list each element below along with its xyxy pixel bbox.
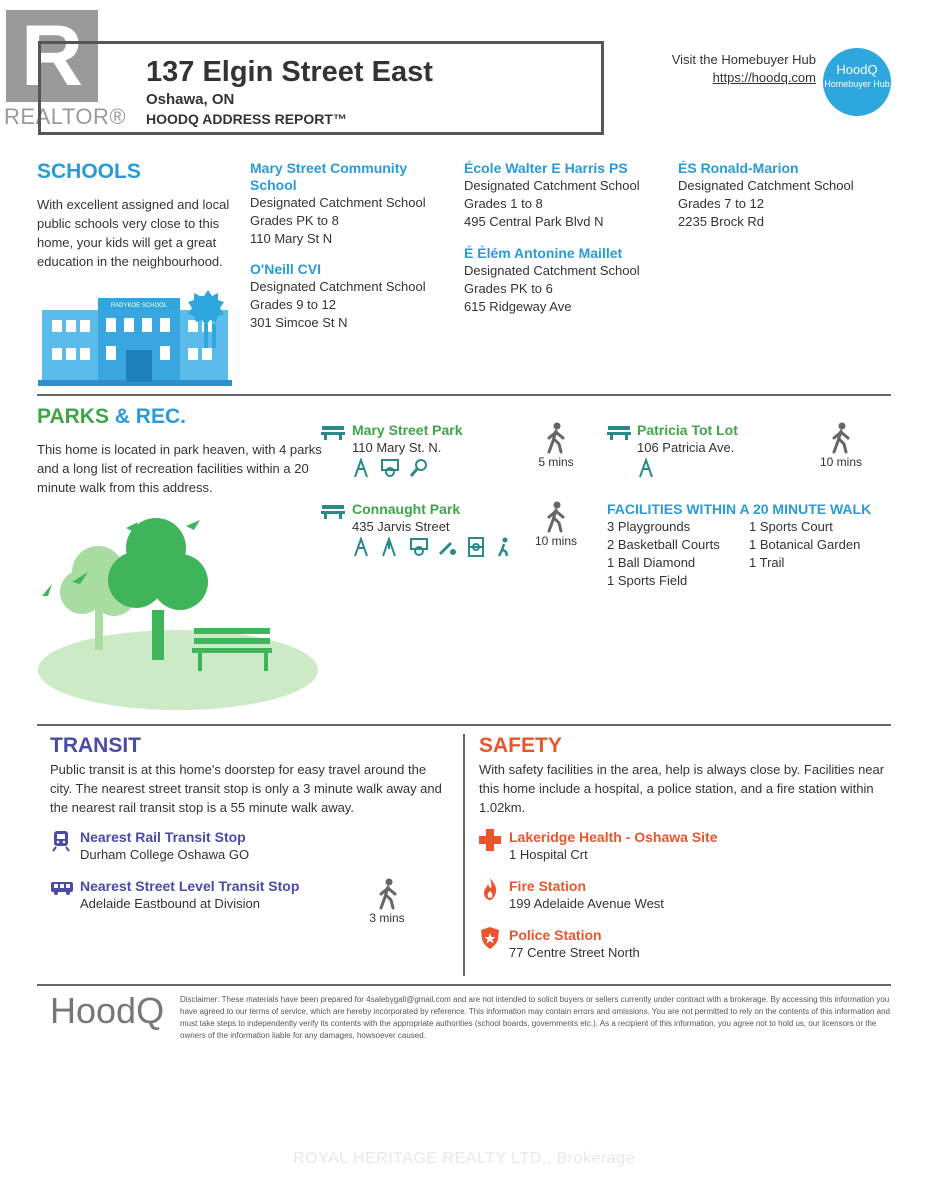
safety-item [509,829,889,864]
safety-name[interactable]: Fire Station [509,878,587,894]
school-name[interactable]: O'Neill CVI [250,261,322,277]
section-divider [37,724,891,726]
park-name[interactable]: Patricia Tot Lot [637,422,738,438]
park-facility-icons [352,458,433,483]
rail-transit-value: Durham College Oshawa GO [80,847,250,862]
safety-address: 77 Centre Street North [509,945,640,960]
city-label: Oshawa, ON [146,91,235,108]
walking-person-icon [377,878,399,910]
school-type: Designated Catchment School [250,279,426,294]
park-address: 435 Jarvis Street [352,519,450,534]
brokerage-watermark: ROYAL HERITAGE REALTY LTD., Brokerage [293,1150,635,1167]
sports-field-icon [466,537,486,557]
school-type: Designated Catchment School [464,178,640,193]
facility-item: 1 Botanical Garden [749,537,861,552]
school-grades: Grades PK to 8 [250,213,339,228]
park-facility-icons [637,458,661,483]
hub-visit-text: Visit the Homebuyer Hub [671,52,816,67]
facility-item: 1 Sports Field [607,573,688,588]
transit-title: TRANSIT [50,734,141,757]
facility-item: 1 Ball Diamond [607,555,696,570]
school-address: 301 Simcoe St N [250,315,348,330]
hub-badge-title: HoodQ [836,62,878,77]
facilities-list-left [607,518,747,590]
park-bench-icon [607,424,631,440]
column-divider [463,734,465,976]
flame-icon [482,877,498,901]
school-address: 110 Mary St N [250,231,333,246]
school-grades: Grades 7 to 12 [678,196,764,211]
basketball-court-icon [380,458,400,478]
school-illustration-sign: RADYKOE SCHOOL [110,303,168,309]
facilities-title: FACILITIES WITHIN A 20 MINUTE WALK [607,501,872,517]
facility-item: 1 Trail [749,555,785,570]
facility-item: 1 Sports Court [749,519,833,534]
facilities-list-right [749,518,889,572]
park-bench-icon [321,424,345,440]
park-item [352,501,532,536]
parks-title-main: PARKS [37,405,109,428]
school-item [464,160,664,231]
safety-address: 199 Adelaide Avenue West [509,896,664,911]
hub-link[interactable]: https://hoodq.com [712,70,816,85]
park-name[interactable]: Mary Street Park [352,422,463,438]
school-item [250,160,450,248]
trail-icon [494,537,514,557]
rail-transit-stop [80,829,440,864]
school-address: 2235 Brock Rd [678,214,764,229]
facility-item: 3 Playgrounds [607,519,691,534]
disclaimer-text: Disclaimer: These materials have been prepared for 4salebygall@gmail.com and are not intended to solicit buyers or sellers currently under contract with a brokerage. By accessing this information you have agreed to our terms of service, which are hereby incorporated by reference. This information may contain errors and omissions. You are not permitted to rely on the contents of this information and must take steps to independently verify its contents with the appropriate authorities (school boards, governments etc.). As a recipient of this information, you agree not to hold us, our licensors or the owners of the information liable for any damages, howsoever caused. [180,995,891,1040]
realtor-logo-mark: R [20,8,84,104]
playground-swing-icon [380,537,400,557]
sports-court-icon [409,458,429,478]
park-item [352,422,532,457]
basketball-court-icon [409,537,429,557]
walking-person-icon [545,501,567,533]
parks-title [37,405,186,429]
safety-address: 1 Hospital Crt [509,847,588,862]
walking-person-icon [545,422,567,454]
park-trees-icon [38,510,328,710]
safety-item [509,927,889,962]
playground-icon [352,458,372,478]
school-item [464,245,664,316]
school-item [250,261,450,332]
school-grades: Grades PK to 6 [464,281,553,296]
park-name[interactable]: Connaught Park [352,501,461,517]
walk-time: 10 mins [534,534,578,548]
ball-diamond-icon [437,537,457,557]
section-divider [37,394,891,396]
facility-item: 2 Basketball Courts [607,537,720,552]
street-transit-stop [80,878,380,913]
safety-intro: With safety facilities in the area, help is always close by. Facilities near this home include a hospital, a police station, and a fire station within 1.02km. [479,762,885,815]
safety-item [509,878,889,913]
hoodq-hub-badge[interactable] [823,48,891,116]
schools-title: SCHOOLS [37,160,141,183]
report-label: HOODQ ADDRESS REPORT™ [146,111,347,127]
hoodq-logo: HoodQ [50,990,165,1031]
park-facility-icons [352,537,518,562]
playground-icon [352,537,372,557]
park-address: 110 Mary St. N. [352,440,442,455]
parks-intro: This home is located in park heaven, with 4 parks and a long list of recreation facilities within a 20 minute walk from this address. [37,442,322,495]
safety-title: SAFETY [479,734,562,757]
walk-time: 3 mins [369,911,405,925]
hub-badge-subtitle: Homebuyer Hub [824,79,890,89]
bus-icon [50,880,74,896]
school-name[interactable]: É Élém Antonine Maillet [464,245,623,261]
school-building-icon [38,290,238,390]
transit-intro: Public transit is at this home's doorstep for easy travel around the city. The nearest street transit stop is only a 3 minute walk away and the nearest rail transit stop is a 55 minute walk away. [50,762,442,815]
walk-time: 5 mins [538,455,574,469]
street-transit-value: Adelaide Eastbound at Division [80,896,260,911]
school-grades: Grades 1 to 8 [464,196,543,211]
safety-name[interactable]: Police Station [509,927,602,943]
school-address: 615 Ridgeway Ave [464,299,572,314]
playground-icon [637,458,657,478]
school-type: Designated Catchment School [678,178,854,193]
parks-title-rec: & REC. [108,405,186,428]
school-type: Designated Catchment School [250,195,426,210]
school-item [678,160,878,231]
police-badge-icon [481,927,499,949]
school-address: 495 Central Park Blvd N [464,214,604,229]
school-name[interactable]: Mary Street Community School [250,160,408,193]
walk-time: 10 mins [819,455,863,469]
page-title: 137 Elgin Street East [146,56,433,88]
train-icon [52,830,70,852]
school-grades: Grades 9 to 12 [250,297,336,312]
park-address: 106 Patricia Ave. [637,440,735,455]
walking-person-icon [830,422,852,454]
school-name[interactable]: École Walter E Harris PS [464,160,628,176]
realtor-wordmark: REALTOR® [4,104,127,129]
school-type: Designated Catchment School [464,263,640,278]
schools-intro: With excellent assigned and local public schools very close to this home, your kids will get a great education in the neighbourhood. [37,197,230,269]
rail-transit-label[interactable]: Nearest Rail Transit Stop [80,829,246,845]
safety-name[interactable]: Lakeridge Health - Oshawa Site [509,829,718,845]
hospital-cross-icon [479,829,501,851]
street-transit-label[interactable]: Nearest Street Level Transit Stop [80,878,300,894]
footer-divider [37,984,891,986]
school-name[interactable]: ÉS Ronald-Marion [678,160,799,176]
park-bench-icon [321,503,345,519]
park-item [637,422,817,457]
